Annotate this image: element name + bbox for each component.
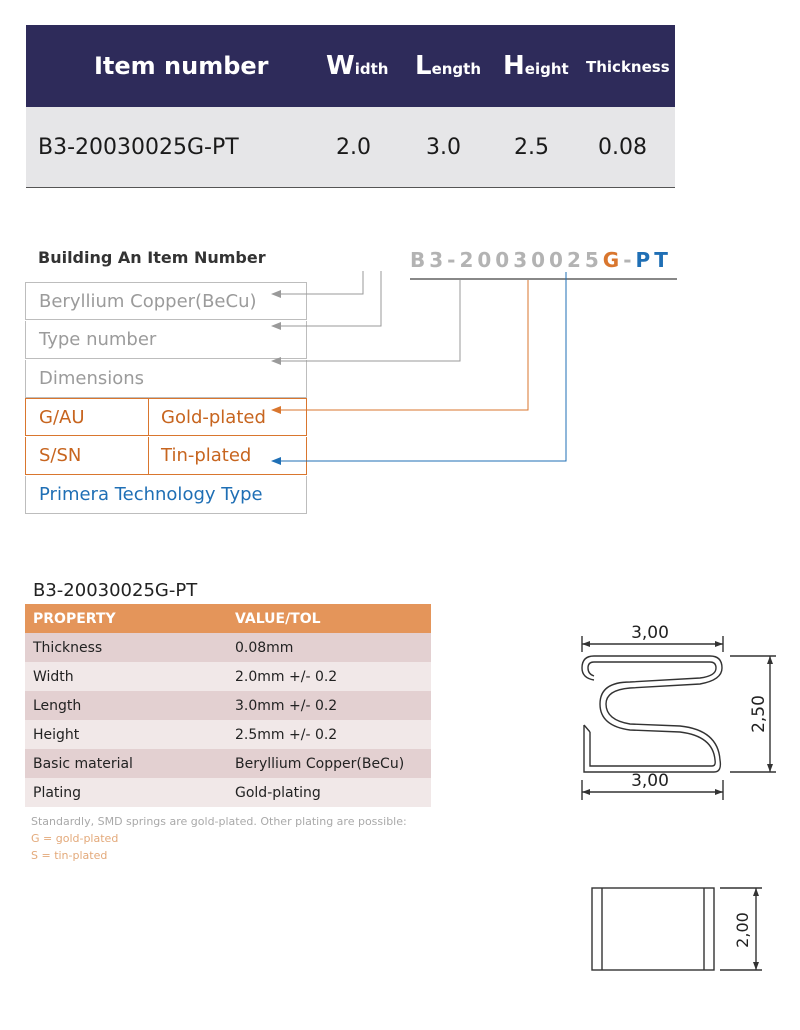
header-width: Width xyxy=(326,51,389,81)
header-value: VALUE/TOL xyxy=(227,604,431,633)
property-table-title: B3-20030025G-PT xyxy=(33,580,198,601)
dim-top-length: 3,00 xyxy=(631,623,669,643)
property-table-header xyxy=(25,604,431,633)
property-value: 3.0mm +/- 0.2 xyxy=(227,691,431,720)
legend-material: Beryllium Copper(BeCu) xyxy=(25,282,307,320)
property-value: Beryllium Copper(BeCu) xyxy=(227,749,431,778)
property-table xyxy=(25,604,431,807)
connector-type xyxy=(272,271,381,326)
code-type: PT xyxy=(635,248,672,272)
header-item-number: Item number xyxy=(94,52,269,80)
header-property: PROPERTY xyxy=(25,604,227,633)
legend-tin-label: Tin-plated xyxy=(161,445,252,466)
dim-bottom-length: 3,00 xyxy=(631,771,669,791)
row-item-number: B3-20030025G-PT xyxy=(38,135,239,160)
header-height: Height xyxy=(503,51,569,81)
connector-dimensions xyxy=(272,280,460,361)
code-separator: - xyxy=(623,248,636,272)
property-name: Length xyxy=(25,691,227,720)
property-name: Basic material xyxy=(25,749,227,778)
table-row xyxy=(25,633,431,662)
row-thickness: 0.08 xyxy=(598,135,647,160)
code-prefix: B3- xyxy=(410,248,460,272)
builder-title: Building An Item Number xyxy=(38,248,266,267)
legend-gold-code: G/AU xyxy=(39,406,85,428)
property-name: Thickness xyxy=(25,633,227,662)
dim-width: 2,00 xyxy=(733,912,752,948)
property-value: Gold-plating xyxy=(227,778,431,807)
plating-note: Standardly, SMD springs are gold-plated. Other plating are possible: xyxy=(31,815,407,828)
code-plating: G xyxy=(602,248,624,272)
legend-tin-code: S/SN xyxy=(39,445,82,466)
property-value: 0.08mm xyxy=(227,633,431,662)
plating-note-tin: S = tin-plated xyxy=(31,849,108,862)
property-value: 2.0mm +/- 0.2 xyxy=(227,662,431,691)
row-height: 2.5 xyxy=(514,135,549,160)
property-name: Width xyxy=(25,662,227,691)
spring-front-view-drawing xyxy=(580,880,780,980)
connector-material xyxy=(272,271,363,294)
legend-gold-label: Gold-plated xyxy=(161,406,266,428)
spring-side-view-drawing xyxy=(570,620,790,815)
property-value: 2.5mm +/- 0.2 xyxy=(227,720,431,749)
property-name: Height xyxy=(25,720,227,749)
table-row xyxy=(25,749,431,778)
code-dimensions: 20030025 xyxy=(459,248,603,272)
legend-type-number: Type number xyxy=(25,321,307,359)
table-row xyxy=(25,778,431,807)
row-length: 3.0 xyxy=(426,135,461,160)
header-length: Length xyxy=(415,51,482,81)
legend-dimensions: Dimensions xyxy=(25,360,307,398)
dim-height: 2,50 xyxy=(749,695,769,733)
connector-tin xyxy=(272,272,566,461)
table-row xyxy=(25,691,431,720)
plating-note-gold: G = gold-plated xyxy=(31,832,119,845)
row-width: 2.0 xyxy=(336,135,371,160)
table-row xyxy=(25,720,431,749)
property-name: Plating xyxy=(25,778,227,807)
header-thickness: Thickness xyxy=(586,58,670,76)
table-row xyxy=(25,662,431,691)
legend-primera: Primera Technology Type xyxy=(25,476,307,514)
connector-gold xyxy=(272,280,528,410)
